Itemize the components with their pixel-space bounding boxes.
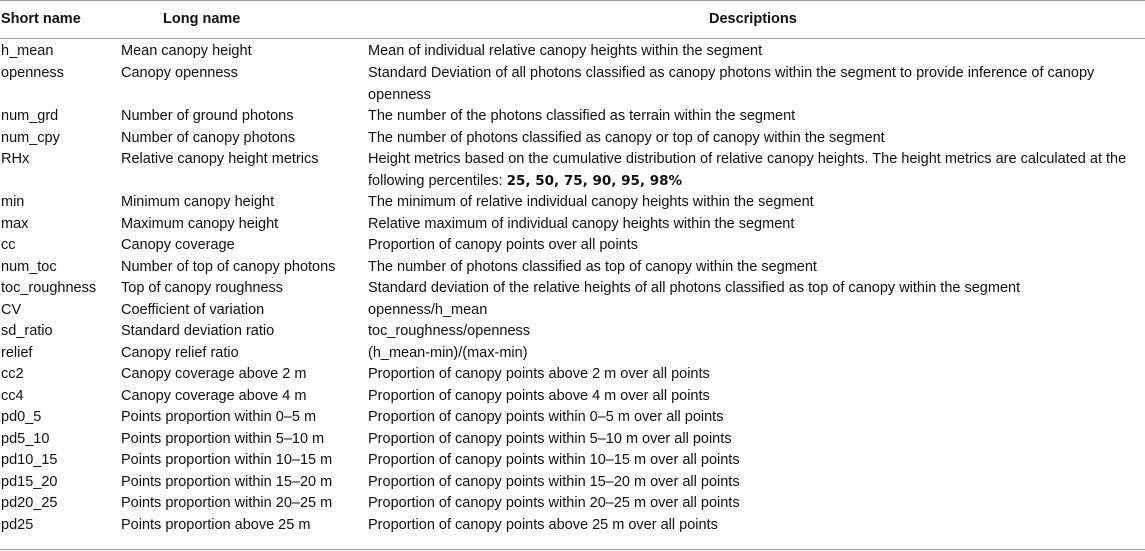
short-name-cell-text: relief [1,345,33,361]
description-cell-text: Standard deviation of the relative heights of all photons classified as top of canopy within the segment [368,280,1021,296]
long-name-cell-text: Canopy coverage above 4 m [121,388,307,404]
short-name-cell [1,364,24,386]
short-name-cell-text: max [1,216,29,232]
long-name-cell-text: Points proportion within 20–25 m [121,495,333,511]
short-name-cell [1,63,64,85]
long-name-cell [121,493,332,515]
short-name-cell [1,386,24,408]
short-name-cell-text: num_toc [1,259,57,275]
short-name-cell-text: cc [1,237,16,253]
short-name-cell-text: pd25 [1,517,34,533]
short-name-cell-text: RHx [1,151,30,167]
long-name-cell-text: Points proportion within 15–20 m [121,474,333,490]
long-name-cell [121,128,295,150]
short-name-cell-text: pd0_5 [1,409,42,425]
header-long-name: Long name [163,11,241,27]
description-cell [368,343,1145,365]
description-cell-text: openness/h_mean [368,302,488,318]
short-name-cell [1,407,41,429]
long-name-cell-text: Canopy coverage [121,237,235,253]
top-rule [0,0,1145,1]
description-cell [368,257,1145,279]
long-name-cell-text: Points proportion within 0–5 m [121,409,317,425]
description-cell-text: The number of the photons classified as terrain within the segment [368,108,796,124]
description-cell-text: The number of photons classified as canopy or top of canopy within the segment [368,130,885,146]
description-cell [368,278,1145,300]
description-cell [368,214,1145,236]
long-name-cell-text: Mean canopy height [121,43,252,59]
description-cell [368,321,1145,343]
long-name-cell [121,515,310,537]
description-cell [368,493,1145,515]
description-cell-text: Height metrics based on the cumulative distribution of relative canopy heights. The height metrics are calculated at the following percentiles: [368,151,1127,189]
short-name-cell-text: h_mean [1,43,54,59]
long-name-cell [121,386,306,408]
short-name-cell [1,300,21,322]
short-name-cell [1,106,58,128]
short-name-cell [1,41,53,63]
description-cell-text: (h_mean-min)/(max-min) [368,345,528,361]
short-name-cell-text: pd5_10 [1,431,50,447]
long-name-cell [121,235,235,257]
short-name-cell-text: cc4 [1,388,24,404]
short-name-cell [1,343,32,365]
rhx-percentiles: 25, 50, 75, 90, 95, 98% [506,172,683,189]
short-name-cell [1,214,28,236]
description-cell [368,192,1145,214]
long-name-cell [121,106,294,128]
long-name-cell-text: Number of top of canopy photons [121,259,336,275]
long-name-cell-text: Canopy openness [121,65,238,81]
description-cell-text: Proportion of canopy points within 20–25 m over all points [368,495,740,511]
long-name-cell-text: Points proportion within 10–15 m [121,452,333,468]
long-name-cell-text: Coefficient of variation [121,302,265,318]
long-name-cell [121,343,239,365]
short-name-cell-text: openness [1,65,64,81]
long-name-cell [121,149,318,171]
short-name-cell-text: pd20_25 [1,495,58,511]
short-name-cell [1,515,33,537]
description-cell [368,429,1145,451]
description-cell [368,515,1145,537]
description-cell [368,63,1145,106]
description-cell [368,128,1145,150]
short-name-cell [1,321,53,343]
short-name-cell [1,472,57,494]
long-name-cell [121,41,252,63]
long-name-cell [121,407,316,429]
short-name-cell [1,192,24,214]
description-cell [368,450,1145,472]
description-cell [368,41,1145,63]
header-rule [0,38,1145,39]
short-name-cell-text: min [1,194,25,210]
long-name-cell-text: Top of canopy roughness [121,280,284,296]
description-cell-text: Proportion of canopy points above 2 m over all points [368,366,710,382]
description-cell-text: The number of photons classified as top of canopy within the segment [368,259,817,275]
description-cell-text: toc_roughness/openness [368,323,531,339]
short-name-cell [1,128,60,150]
long-name-cell [121,429,324,451]
long-name-cell [121,300,264,322]
long-name-cell-text: Relative canopy height metrics [121,151,319,167]
short-name-cell-text: pd10_15 [1,452,58,468]
short-name-cell [1,493,57,515]
long-name-cell-text: Standard deviation ratio [121,323,275,339]
long-name-cell [121,321,274,343]
short-name-cell-text: cc2 [1,366,24,382]
short-name-cell [1,257,57,279]
description-cell [368,149,1145,192]
description-cell-text: Proportion of canopy points over all points [368,237,639,253]
long-name-cell [121,450,332,472]
description-cell [368,386,1145,408]
description-cell [368,235,1145,257]
description-cell-text: Proportion of canopy points above 25 m over all points [368,517,718,533]
long-name-cell-text: Canopy coverage above 2 m [121,366,307,382]
description-cell-text: Relative maximum of individual canopy heights within the segment [368,216,795,232]
header-short-name: Short name [1,11,81,27]
long-name-cell [121,257,335,279]
long-name-cell-text: Minimum canopy height [121,194,275,210]
description-cell-text: Proportion of canopy points above 4 m over all points [368,388,710,404]
long-name-cell-text: Canopy relief ratio [121,345,239,361]
long-name-cell-text: Number of ground photons [121,108,294,124]
description-cell [368,106,1145,128]
short-name-cell-text: toc_roughness [1,280,97,296]
description-cell-text: Proportion of canopy points within 5–10 m over all points [368,431,732,447]
long-name-cell-text: Number of canopy photons [121,130,296,146]
long-name-cell-text: Points proportion within 5–10 m [121,431,325,447]
long-name-cell [121,278,283,300]
long-name-cell-text: Points proportion above 25 m [121,517,311,533]
description-cell-text: Proportion of canopy points within 15–20 m over all points [368,474,740,490]
long-name-cell [121,63,238,85]
long-name-cell [121,364,306,386]
short-name-cell [1,450,57,472]
description-cell-text: Proportion of canopy points within 0–5 m over all points [368,409,724,425]
short-name-cell [1,235,16,257]
short-name-cell-text: pd15_20 [1,474,58,490]
description-cell [368,472,1145,494]
description-cell-text: Mean of individual relative canopy heights within the segment [368,43,763,59]
description-cell [368,407,1145,429]
long-name-cell [121,192,274,214]
description-cell-text: Proportion of canopy points within 10–15 m over all points [368,452,740,468]
description-cell [368,364,1145,386]
bottom-rule [0,549,1145,550]
long-name-cell [121,472,332,494]
header-descriptions: Descriptions [709,11,797,27]
description-cell [368,300,1145,322]
short-name-cell [1,278,96,300]
short-name-cell-text: CV [1,302,22,318]
description-cell-text: The minimum of relative individual canopy heights within the segment [368,194,814,210]
long-name-cell-text: Maximum canopy height [121,216,279,232]
long-name-cell [121,214,278,236]
short-name-cell [1,149,29,171]
short-name-cell-text: sd_ratio [1,323,53,339]
short-name-cell-text: num_cpy [1,130,60,146]
short-name-cell [1,429,49,451]
short-name-cell-text: num_grd [1,108,59,124]
description-cell-text: Standard Deviation of all photons classified as canopy photons within the segment to provide inference of canopy openness [368,65,1095,103]
